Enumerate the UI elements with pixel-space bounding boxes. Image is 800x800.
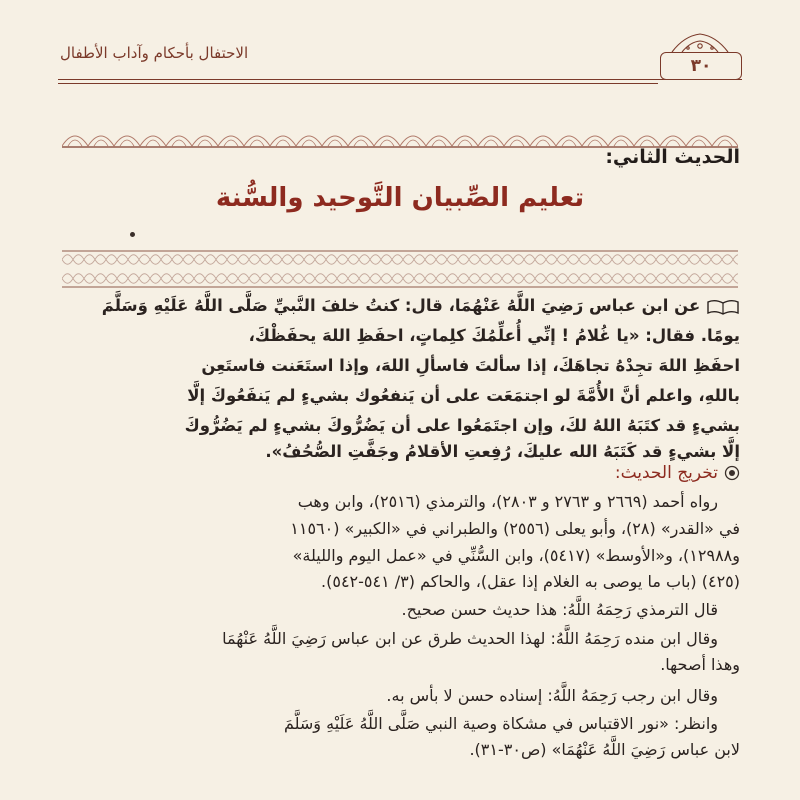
flower-bullet-icon	[724, 465, 740, 481]
hadith-line-6: إلَّا بشيءٍ قد كَتَبَهُ الله عليكَ، رُفِعتِ الأقلامُ وجَفَّتِ الصُّحُفُ».	[265, 442, 740, 461]
takhrij-line-2: في «القدر» (٢٨)، وأبو يعلى (٢٥٥٦) والطبراني في «الكبير» (١١٥٦٠	[290, 519, 740, 538]
hadith-text: عن ابن عباس رَضِيَ اللَّهُ عَنْهُمَا، قال: كنتُ خلفَ النَّبيِّ صَلَّى اللَّهُ عَلَيْهِ وَسَلَّمَ	[101, 296, 701, 315]
takhrij-line-1: رواه أحمد (٢٦٦٩ و ٢٧٦٣ و ٢٨٠٣)، والترمذي (٢٥١٦)، وابن وهب	[297, 492, 718, 511]
takhrij-line-6: وقال ابن منده رَحِمَهُ اللَّهُ: لهذا الحديث طرق عن ابن عباس رَضِيَ اللَّهُ عَنْهُمَا	[222, 629, 718, 648]
section-title: تعليم الصِّبيان التَّوحيد والسُّنة	[215, 183, 585, 213]
hadith-label: الحديث الثاني:	[605, 146, 740, 168]
decorative-dot	[130, 232, 135, 237]
takhrij-line-10: لابن عباس رَضِيَ اللَّهُ عَنْهُمَا» (ص٣٠-٣١).	[469, 740, 740, 759]
hadith-line-5: بشيءٍ قد كتَبَهُ اللهُ لكَ، وإن اجتَمَعُوا على أن يَضُرُّوكَ بشيءٍ لم يَضُرُّوكَ	[184, 416, 740, 435]
hadith-line-3: احفَظِ اللهَ تجِدْهُ تجاهَكَ، إذا سألتَ فاسألِ اللهَ، وإذا استَعَنت فاستَعِن	[201, 356, 740, 375]
running-title: الاحتفال بأحكام وآداب الأطفال	[60, 44, 249, 62]
takhrij-line-9: وانظر: «نور الاقتباس في مشكاة وصية النبي صَلَّى اللَّهُ عَلَيْهِ وَسَلَّمَ	[283, 714, 718, 733]
takhrij-line-3: و١٢٩٨٨)، و«الأوسط» (٥٤١٧)، وابن السُّنِّي في «عمل اليوم والليلة»	[292, 546, 740, 565]
hadith-line-2: يومًا. فقال: «يا غُلامُ ! إنِّي أُعلِّمُكَ كلِماتٍ، احفَظِ اللهَ يحفَظْكَ،	[248, 326, 740, 345]
hadith-line-1	[60, 296, 740, 315]
takhrij-line-8: وقال ابن رجب رَحِمَهُ اللَّهُ: إسناده حسن لا بأس به.	[386, 686, 718, 705]
page-number: ٣٠	[660, 52, 742, 80]
takhrij-line-5: قال الترمذي رَحِمَهُ اللَّهُ: هذا حديث حسن صحيح.	[401, 600, 718, 619]
page-number-ornament	[668, 30, 732, 54]
lattice-divider	[62, 250, 738, 288]
hadith-line-4: باللهِ، واعلم أنَّ الأُمَّةَ لو اجتمَعَت على أن يَنفعُوك بشيءٍ لم يَنفَعُوكَ إلَّا	[187, 386, 740, 405]
takhrij-heading	[615, 463, 740, 483]
takhrij-line-7: وهذا أصحها.	[660, 655, 740, 674]
decorative-band	[62, 124, 738, 148]
header-rule-thin	[58, 83, 658, 84]
open-book-icon	[706, 299, 740, 315]
takhrij-heading-text: تخريج الحديث:	[614, 463, 718, 483]
takhrij-line-4: (٤٢٥) (باب ما يوصى به الغلام إذا عقل)، والحاكم (٣/ ٥٤١-٥٤٢).	[321, 572, 740, 591]
header-rule	[58, 79, 742, 80]
